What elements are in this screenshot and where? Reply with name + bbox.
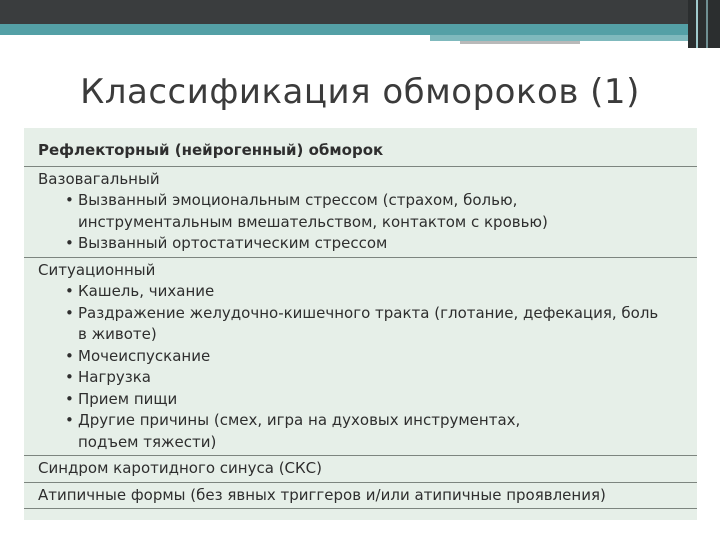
section-carotid-sinus [24,456,697,483]
corner-decoration [688,0,720,48]
list-item: • Нагрузка [78,367,697,389]
list-item: • Вызванный ортостатическим стрессом [78,233,697,255]
section-situational [24,258,697,457]
section-title: Синдром каротидного синуса (СКС) [38,459,322,477]
section-title: Ситуационный [38,260,156,279]
list-item: • Прием пищи [78,389,697,411]
corner-line-decoration [696,0,698,48]
list-item: • Мочеиспускание [78,346,697,368]
table-header: Рефлекторный (нейрогенный) обморок [24,128,697,167]
header-bar-teal [0,24,720,35]
section-title: Вазовагальный [38,169,160,188]
item-list [38,190,697,255]
section-atypical [24,483,697,510]
header-bar-grey [460,41,580,44]
section-title: Атипичные формы (без явных триггеров и/или атипичные проявления) [38,485,606,504]
list-item: • Другие причины (смех, игра на духовых инструментах, подъем тяжести) [78,410,697,453]
section-vasovagal [24,167,697,258]
classification-table [24,128,697,520]
header-bar-dark [0,0,720,24]
list-item: • Вызванный эмоциональным стрессом (страхом, болью, инструментальным вмешательством, контактом с кровью) [78,190,697,233]
list-item: • Раздражение желудочно-кишечного тракта (глотание, дефекация, боль в животе) [78,303,697,346]
corner-line-decoration-2 [706,0,708,48]
item-list [38,281,697,453]
slide-title: Классификация обмороков (1) [80,72,640,112]
list-item: • Кашель, чихание [78,281,697,303]
